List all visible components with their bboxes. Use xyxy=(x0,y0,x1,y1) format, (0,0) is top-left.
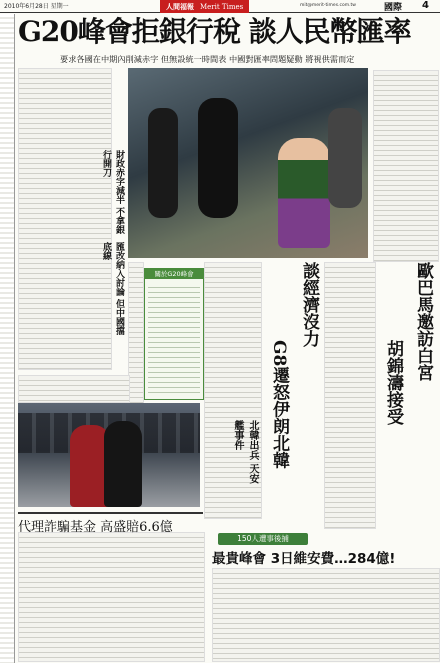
article-text-left xyxy=(18,68,112,370)
protester-figure xyxy=(278,138,330,248)
headline-hu: 胡錦濤接受 xyxy=(383,340,403,425)
protest-photo xyxy=(128,68,368,258)
headline-g8: G8遷怒伊朗北韓 xyxy=(269,340,289,469)
section-name: 國際 xyxy=(384,3,403,13)
article-text-right xyxy=(324,262,376,529)
left-margin-strip xyxy=(0,14,15,663)
issue-date: 2010年6月28日 星期一 xyxy=(4,3,69,10)
headline-economy: 談經濟沒力 xyxy=(299,262,319,347)
fraud-headline: 代理詐騙基金 高盛賠6.6億 xyxy=(18,512,203,532)
kiss-photo xyxy=(18,403,200,507)
riot-police-figure xyxy=(148,108,178,218)
security-cost-headline: 最貴峰會 3日維安費…284億! xyxy=(212,551,396,567)
side-headline-currency: 匯改納入討論 但中國擋底線 xyxy=(101,242,124,336)
headline-north-korea: 北韓出兵 天安艦事件 xyxy=(232,420,258,484)
man-figure xyxy=(104,421,142,507)
main-subhead: 要求各國在中期內削減赤字 但無設統一時間表 中國對匯率問題疑動 將視供需而定 xyxy=(60,54,355,64)
riot-police-figure xyxy=(198,98,238,218)
top-bar xyxy=(0,0,440,13)
contact-url: mit@merit-times.com.tw xyxy=(300,3,356,8)
fraud-article-text xyxy=(18,532,205,662)
protest-photo-caption xyxy=(373,70,439,262)
g20-info-box xyxy=(144,268,204,400)
kiss-photo-caption xyxy=(18,375,130,403)
side-headline-deficit: 財政赤字減半 不拿銀行開刀 xyxy=(101,150,124,235)
page-number: 4 xyxy=(422,0,429,11)
info-box-title: 關於G20峰會 xyxy=(145,269,203,279)
arrests-tag: 150人遭事後捕 xyxy=(218,533,308,545)
riot-police-figure xyxy=(328,108,362,208)
headline-obama: 歐巴馬邀訪白宮 xyxy=(413,262,433,381)
masthead-title: 人間福報 xyxy=(166,2,194,11)
masthead-english: Merit Times xyxy=(200,2,244,11)
main-headline: G20峰會拒銀行稅 談人民幣匯率 xyxy=(18,15,411,48)
info-box-text xyxy=(148,283,200,395)
security-cost-article-text xyxy=(212,568,440,662)
masthead xyxy=(160,0,249,13)
article-text-mid xyxy=(128,262,144,404)
